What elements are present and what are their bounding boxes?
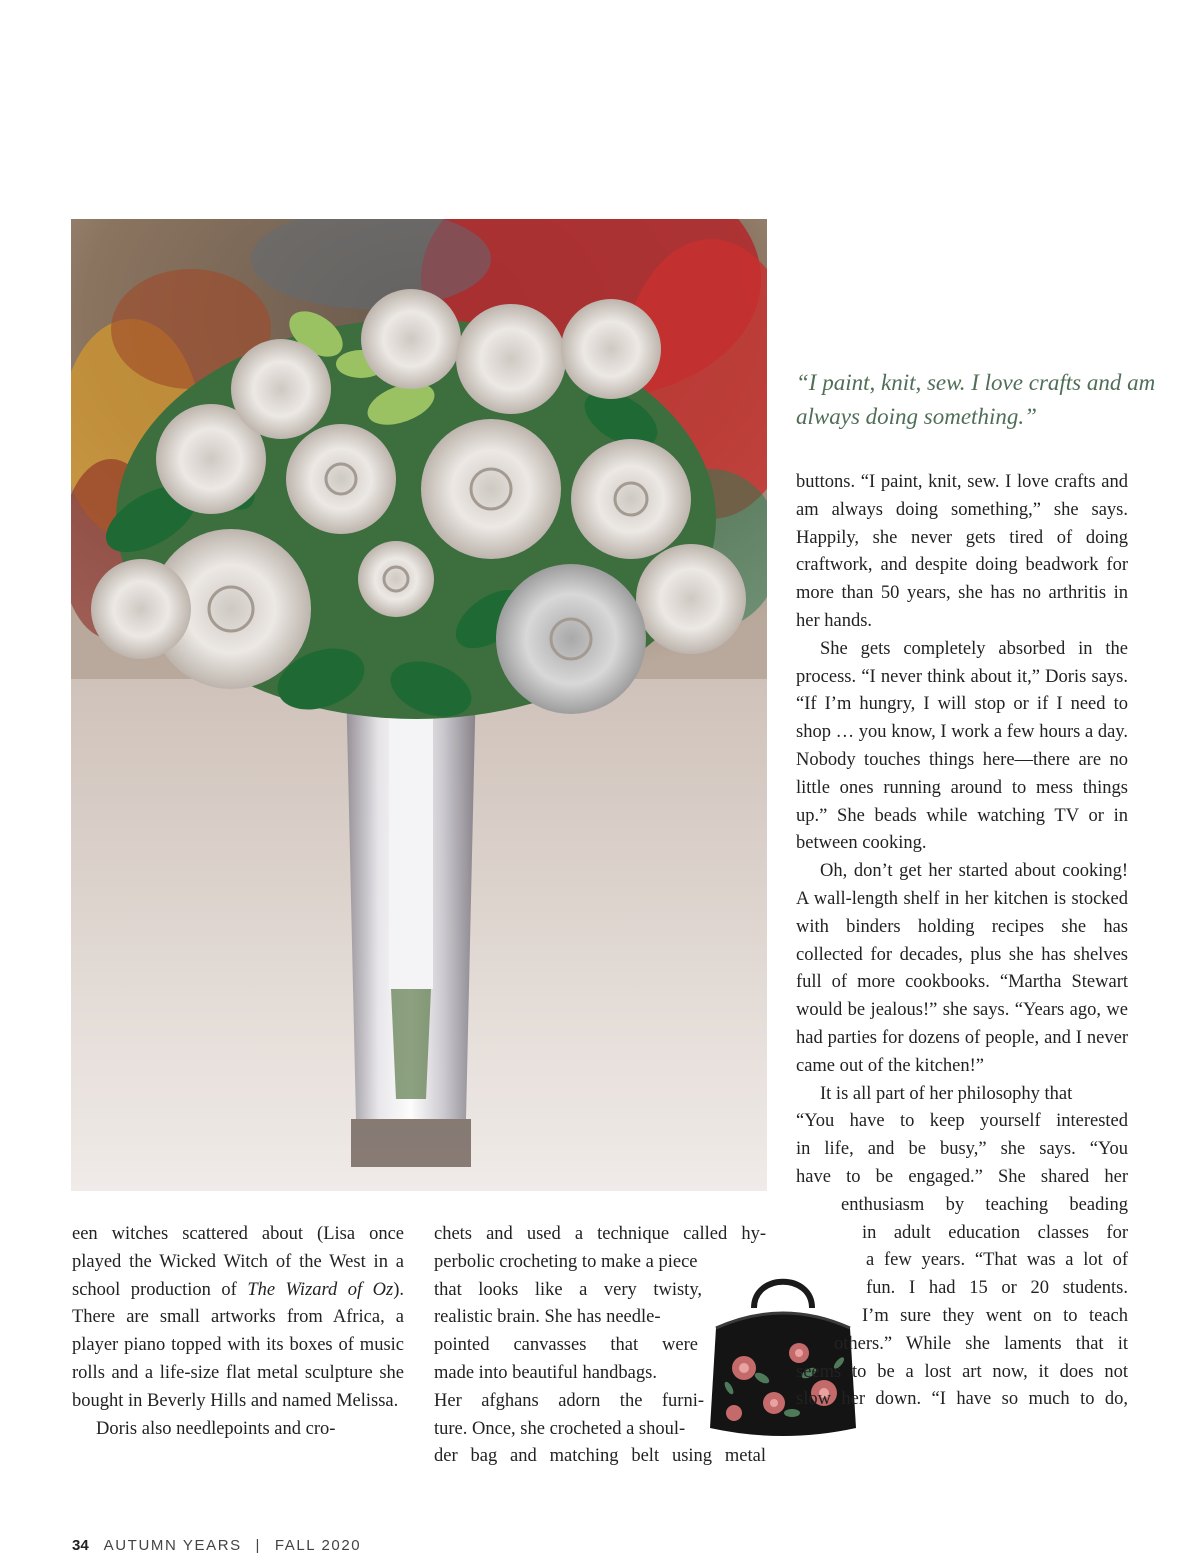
paragraph: Doris also needlepoints and cro- — [96, 1418, 336, 1439]
text-line: ture. Once, she crocheted a shoul- — [434, 1418, 686, 1439]
text-line: fun. I had 15 or 20 students. — [866, 1278, 1128, 1299]
book-title: The Wizard of Oz — [247, 1279, 394, 1300]
text-line: realistic brain. She has needle- — [434, 1307, 661, 1328]
paragraph: buttons. “I paint, knit, sew. I love crafts and am always doing something,” she says. Happily, she never gets tired of doing craftwork, and despite doing beadwork for more than 50 years, she has no arthritis in her hands. — [796, 472, 1128, 631]
text-line: pointed canvasses that were — [434, 1335, 698, 1356]
page-number: 34 — [72, 1537, 89, 1554]
text-line: der bag and matching belt using metal — [434, 1446, 766, 1467]
text-line: chets and used a technique called hy- — [434, 1224, 766, 1244]
issue-label: FALL 2020 — [274, 1537, 362, 1554]
text-line: made into beautiful handbags. — [434, 1362, 657, 1383]
paragraph — [72, 1221, 404, 1416]
publication-name: AUTUMN YEARS — [103, 1537, 242, 1554]
text-run: ). There are small artworks from Africa, a player piano topped with its boxes of music rolls and a life-size flat metal sculpture she bought in Beverly Hills and named Melissa. — [72, 1279, 404, 1411]
text-line: in adult education classes for — [862, 1222, 1128, 1243]
text-line: Her afghans adorn the furni- — [434, 1390, 704, 1411]
paragraph: She gets completely absorbed in the process. “I never think about it,” Doris says. “If I’m hungry, I will stop or if I need to shop … you know, I work a few hours a day. Nobody touches things here—there are no little ones running around to mess things up.” She beads while watching TV or in between cooking. — [796, 638, 1128, 854]
text-run: een witches scattered about (Lisa once played the Wicked Witch of the West in a school production of — [72, 1224, 404, 1300]
text-line: It is all part of her philosophy that — [820, 1083, 1073, 1104]
pull-quote: “I paint, knit, sew. I love crafts and am always doing something.” — [796, 370, 1156, 429]
footer-separator: | — [255, 1537, 262, 1554]
text-line: that looks like a very twisty, — [434, 1279, 702, 1300]
text-line: have to be engaged.” She shared her — [796, 1166, 1128, 1187]
page-footer — [72, 1537, 361, 1554]
text-line: in life, and be busy,” she says. “You — [796, 1139, 1128, 1160]
paragraph: Oh, don’t get her started about cooking! A wall-length shelf in her kitchen is stocked with binders holding recipes she has collected for decades, plus she has shelves full of more cookbooks. “Martha Stewart would be jealous!” she says. “Years ago, we had parties for dozens of people, and I never came out of the kitchen!” — [796, 861, 1128, 1076]
text-line: perbolic crocheting to make a piece — [434, 1251, 698, 1272]
bouquet-photo — [71, 219, 767, 1191]
text-line: seems to be a lost art now, it does not — [796, 1361, 1128, 1382]
article-column-3 — [796, 469, 1128, 1414]
text-line: I’m sure they went on to teach — [862, 1305, 1128, 1326]
text-line: enthusiasm by teaching beading — [841, 1194, 1128, 1215]
text-line: “You have to keep yourself interested — [796, 1111, 1128, 1132]
beaded-bouquet-illustration — [71, 219, 767, 1191]
article-column-1 — [72, 1221, 404, 1443]
text-line: others.” While she laments that it — [834, 1333, 1128, 1354]
text-line: slow her down. “I have so much to do, — [796, 1389, 1128, 1410]
paragraph-wrapped — [796, 1081, 1128, 1415]
text-line: a few years. “That was a lot of — [866, 1250, 1128, 1271]
